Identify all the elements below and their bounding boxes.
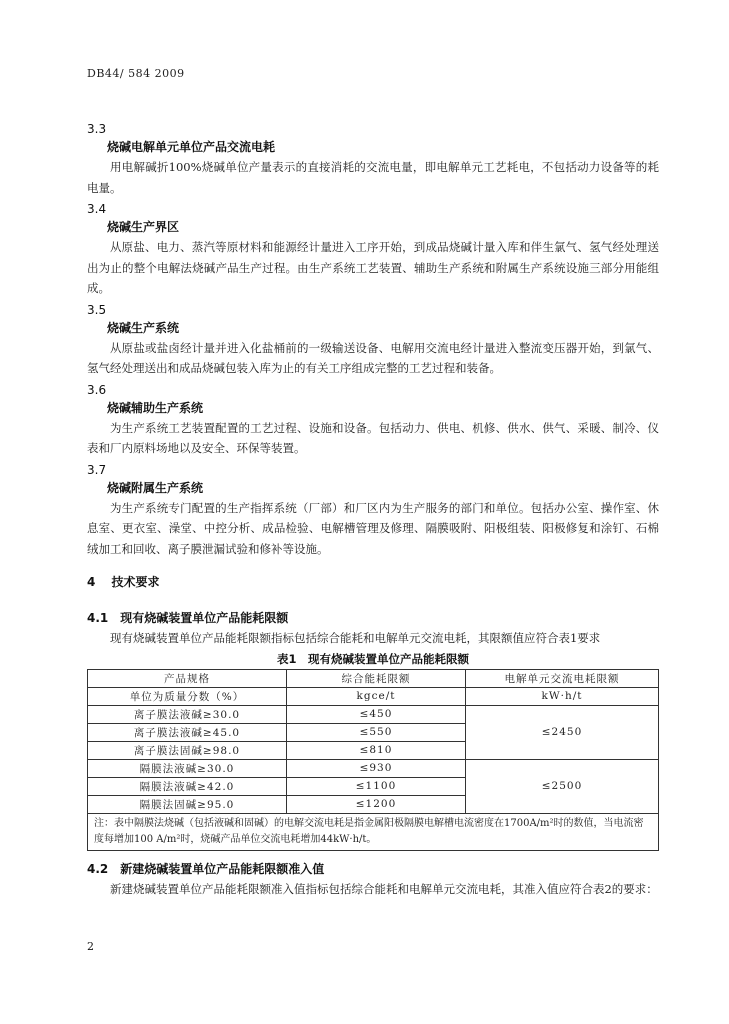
cell-product: 离子膜法液碱≥30.0: [88, 705, 287, 723]
section-text: 新建烧碱装置单位产品能耗限额准入值指标包括综合能耗和电解单元交流电耗，其准入值应符合表2的要求：: [110, 881, 658, 896]
section-title: 4.1 现有烧碱装置单位产品能耗限额: [87, 611, 289, 625]
section-3-4: [87, 201, 659, 299]
section-text: 现有烧碱装置单位产品能耗限额指标包括综合能耗和电解单元交流电耗，其限额值应符合表1要求: [110, 631, 601, 645]
section-4-2: [87, 859, 659, 900]
section-title: 烧碱辅助生产系统: [107, 400, 204, 415]
table-row: [88, 759, 659, 777]
header-product: 产品规格: [88, 669, 287, 687]
cell-electric-diaphragm: ≤2500: [466, 759, 659, 813]
section-3-7: [87, 462, 659, 560]
chapter-title: 技术要求: [111, 575, 160, 589]
page-body: [87, 118, 659, 899]
section-3-5: [87, 302, 659, 379]
cell-comprehensive: ≤810: [287, 741, 466, 759]
table-note: 注：表中隔膜法烧碱（包括液碱和固碱）的电解交流电耗是指金属阳极隔膜电解槽电流密度在1700A/m²时的数值，当电流密度每增加100 A/m²时，烧碱产品单位交流电耗增加44kW·h/t。: [88, 813, 659, 850]
section-number: 3.7: [87, 462, 107, 477]
cell-product: 离子膜法液碱≥45.0: [88, 723, 287, 741]
section-title: 烧碱生产界区: [107, 220, 180, 234]
section-text: 为生产系统工艺装置配置的工艺过程、设施和设备。包括动力、供电、机修、供水、供气、采暖、制冷、仪表和厂内原料场地以及安全、环保等装置。: [87, 420, 659, 455]
energy-limit-table: [87, 669, 659, 851]
cell-product: 隔膜法液碱≥30.0: [88, 759, 287, 777]
section-text: 从原盐或盐卤经计量并进入化盐桶前的一级输送设备、电解用交流电经计量进入整流变压器开始，到氯气、氢气经处理送出和成品烧碱包装入库为止的有关工序组成完整的工艺过程和装备。: [87, 340, 659, 375]
section-text: 为生产系统专门配置的生产指挥系统（厂部）和厂区内为生产服务的部门和单位。包括办公室、操作室、休息室、更衣室、澡堂、中控分析、成品检验、电解槽管理及修理、隔膜吸附、阳极组装、阳极修复和涂钉、石棉绒加工和回收、离子膜泄漏试验和修补等设施。: [87, 500, 659, 556]
section-number: 3.5: [87, 302, 107, 317]
cell-product: 离子膜法固碱≥98.0: [88, 741, 287, 759]
cell-electric-ion: ≤2450: [466, 705, 659, 759]
table-header-row: [88, 669, 659, 687]
section-text: 从原盐、电力、蒸汽等原材料和能源经计量进入工序开始，到成品烧碱计量入库和伴生氯气、氢气经处理送出为止的整个电解法烧碱产品生产过程。由生产系统工艺装置、辅助生产系统和附属生产系统设施三部分用能组成。: [87, 240, 659, 295]
section-title: 烧碱生产系统: [107, 320, 180, 335]
chapter-number: 4: [87, 575, 96, 589]
header-comprehensive: 综合能耗限额: [287, 669, 466, 687]
section-number: 3.3: [87, 122, 107, 136]
section-4-1: [87, 608, 659, 649]
cell-comprehensive: ≤1200: [287, 795, 466, 813]
table-unit-row: [88, 687, 659, 705]
cell-comprehensive: ≤550: [287, 723, 466, 741]
section-3-3: [87, 121, 659, 198]
section-3-6: [87, 382, 659, 459]
unit-electric: kW·h/t: [466, 687, 659, 705]
table-note-row: [88, 813, 659, 850]
header-electric: 电解单元交流电耗限额: [466, 669, 659, 687]
cell-comprehensive: ≤450: [287, 705, 466, 723]
section-text: 用电解碱折100%烧碱单位产量表示的直接消耗的交流电量，即电解单元工艺耗电，不包括动力设备等的耗电量。: [87, 160, 659, 195]
table-row: [88, 705, 659, 723]
chapter-4-heading: [87, 573, 659, 590]
unit-comprehensive: kgce/t: [287, 687, 466, 705]
section-number: 3.6: [87, 382, 107, 397]
cell-product: 隔膜法液碱≥42.0: [88, 777, 287, 795]
section-title: 烧碱电解单元单位产品交流电耗: [107, 140, 276, 154]
section-title: 烧碱附属生产系统: [107, 480, 204, 495]
page-number: 2: [87, 940, 94, 953]
table-caption: 表1 现有烧碱装置单位产品能耗限额: [277, 651, 469, 666]
document-header-code: DB44/ 584 2009: [87, 67, 185, 80]
cell-product: 隔膜法固碱≥95.0: [88, 795, 287, 813]
section-number: 3.4: [87, 202, 107, 216]
cell-comprehensive: ≤1100: [287, 777, 466, 795]
cell-comprehensive: ≤930: [287, 759, 466, 777]
unit-product: 单位为质量分数（%）: [88, 687, 287, 705]
section-title: 4.2 新建烧碱装置单位产品能耗限额准入值: [87, 861, 325, 876]
